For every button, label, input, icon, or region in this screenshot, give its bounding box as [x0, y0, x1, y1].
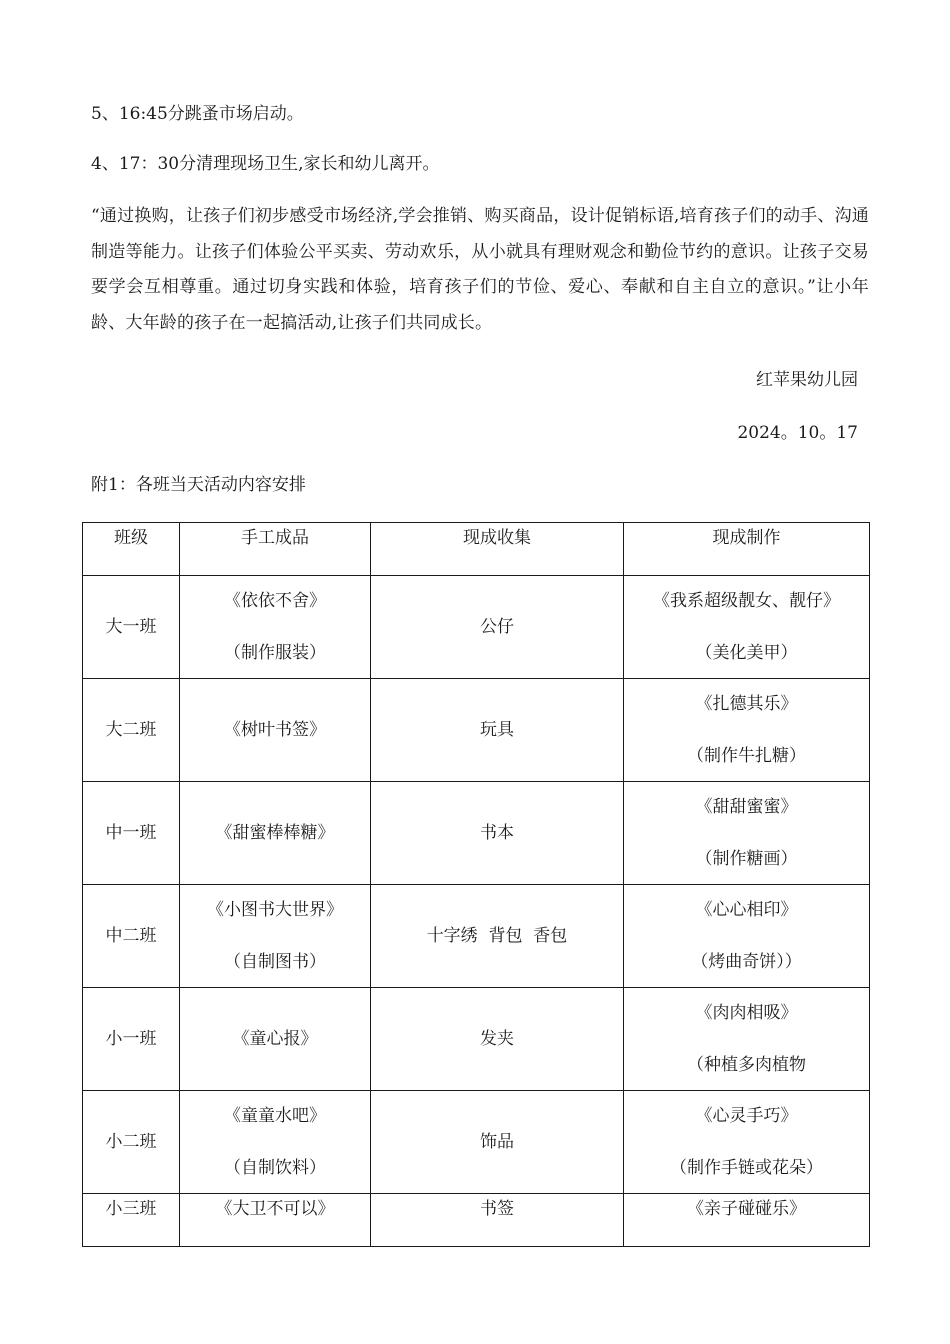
make-title: 《肉肉相吸》 — [695, 1003, 798, 1023]
table-row — [83, 988, 870, 1091]
schedule-item-4: 4、17：30分清理现场卫生,家长和幼儿离开。 — [91, 154, 440, 174]
craft-note: （制作服装） — [224, 643, 326, 663]
craft-note: （自制图书） — [224, 952, 326, 972]
cell-class: 大一班 — [83, 576, 180, 679]
cell-make: 《亲子碰碰乐》 — [624, 1194, 870, 1247]
cell-craft: 《甜蜜棒棒糖》 — [180, 782, 371, 885]
cell-collect: 书本 — [371, 782, 624, 885]
make-title: 《扎德其乐》 — [695, 694, 798, 714]
cell-craft — [180, 885, 371, 988]
table-header-row — [83, 523, 870, 576]
activity-table — [82, 522, 870, 1247]
cell-make — [624, 576, 870, 679]
cell-collect: 发夹 — [371, 988, 624, 1091]
make-note: （烤曲奇饼）） — [691, 952, 802, 972]
cell-craft — [180, 576, 371, 679]
craft-title: 《依依不舍》 — [224, 591, 326, 611]
make-note: （种植多肉植物 — [687, 1055, 806, 1075]
cell-make — [624, 988, 870, 1091]
header-collect: 现成收集 — [371, 523, 624, 576]
make-note: （制作糖画） — [695, 849, 798, 869]
craft-title: 《童童水吧》 — [224, 1106, 326, 1126]
cell-class: 中二班 — [83, 885, 180, 988]
cell-class: 大二班 — [83, 679, 180, 782]
schedule-item-5: 5、16:45分跳蚤市场启动。 — [91, 104, 304, 124]
cell-collect: 公仔 — [371, 576, 624, 679]
table-row — [83, 782, 870, 885]
cell-collect: 玩具 — [371, 679, 624, 782]
cell-collect: 书签 — [371, 1194, 624, 1247]
table-row — [83, 679, 870, 782]
cell-class: 小三班 — [83, 1194, 180, 1247]
appendix-title: 附1：各班当天活动内容安排 — [91, 475, 306, 495]
table-row — [83, 885, 870, 988]
cell-make — [624, 782, 870, 885]
summary-paragraph: “通过换购，让孩子们初步感受市场经济,学会推销、购买商品，设计促销标语,培育孩子们的动手、沟通制造等能力。让孩子们体验公平买卖、劳动欢乐，从小就具有理财观念和勤俭节约的意识。让孩子交易要学会互相尊重。通过切身实践和体验，培育孩子们的节俭、爱心、奉献和自主自立的意识。”让小年龄、大年龄的孩子在一起搞活动,让孩子们共同成长。 — [91, 206, 869, 333]
cell-craft — [180, 1091, 371, 1194]
make-note: （美化美甲） — [695, 643, 798, 663]
make-title: 《心心相印》 — [695, 900, 798, 920]
make-title: 《我系超级靓女、靓仔》 — [653, 591, 840, 611]
make-title: 《甜甜蜜蜜》 — [695, 797, 798, 817]
cell-make — [624, 679, 870, 782]
make-title: 《心灵手巧》 — [695, 1106, 798, 1126]
make-note: （制作手链或花朵） — [670, 1158, 823, 1178]
cell-class: 小二班 — [83, 1091, 180, 1194]
cell-craft: 《童心报》 — [180, 988, 371, 1091]
cell-make — [624, 885, 870, 988]
table-row — [83, 576, 870, 679]
cell-class: 小一班 — [83, 988, 180, 1091]
table-row — [83, 1194, 870, 1247]
cell-class: 中一班 — [83, 782, 180, 885]
cell-craft: 《树叶书签》 — [180, 679, 371, 782]
craft-title: 《小图书大世界》 — [207, 900, 343, 920]
header-class: 班级 — [83, 523, 180, 576]
craft-note: （自制饮料） — [224, 1158, 326, 1178]
table-row — [83, 1091, 870, 1194]
cell-collect: 十字绣 背包 香包 — [371, 885, 624, 988]
signature-org: 红苹果幼儿园 — [756, 370, 858, 390]
cell-collect: 饰品 — [371, 1091, 624, 1194]
header-craft: 手工成品 — [180, 523, 371, 576]
signature-date: 2024。10。17 — [737, 423, 858, 443]
cell-make — [624, 1091, 870, 1194]
make-note: （制作牛扎糖） — [687, 746, 806, 766]
cell-craft: 《大卫不可以》 — [180, 1194, 371, 1247]
header-make: 现成制作 — [624, 523, 870, 576]
